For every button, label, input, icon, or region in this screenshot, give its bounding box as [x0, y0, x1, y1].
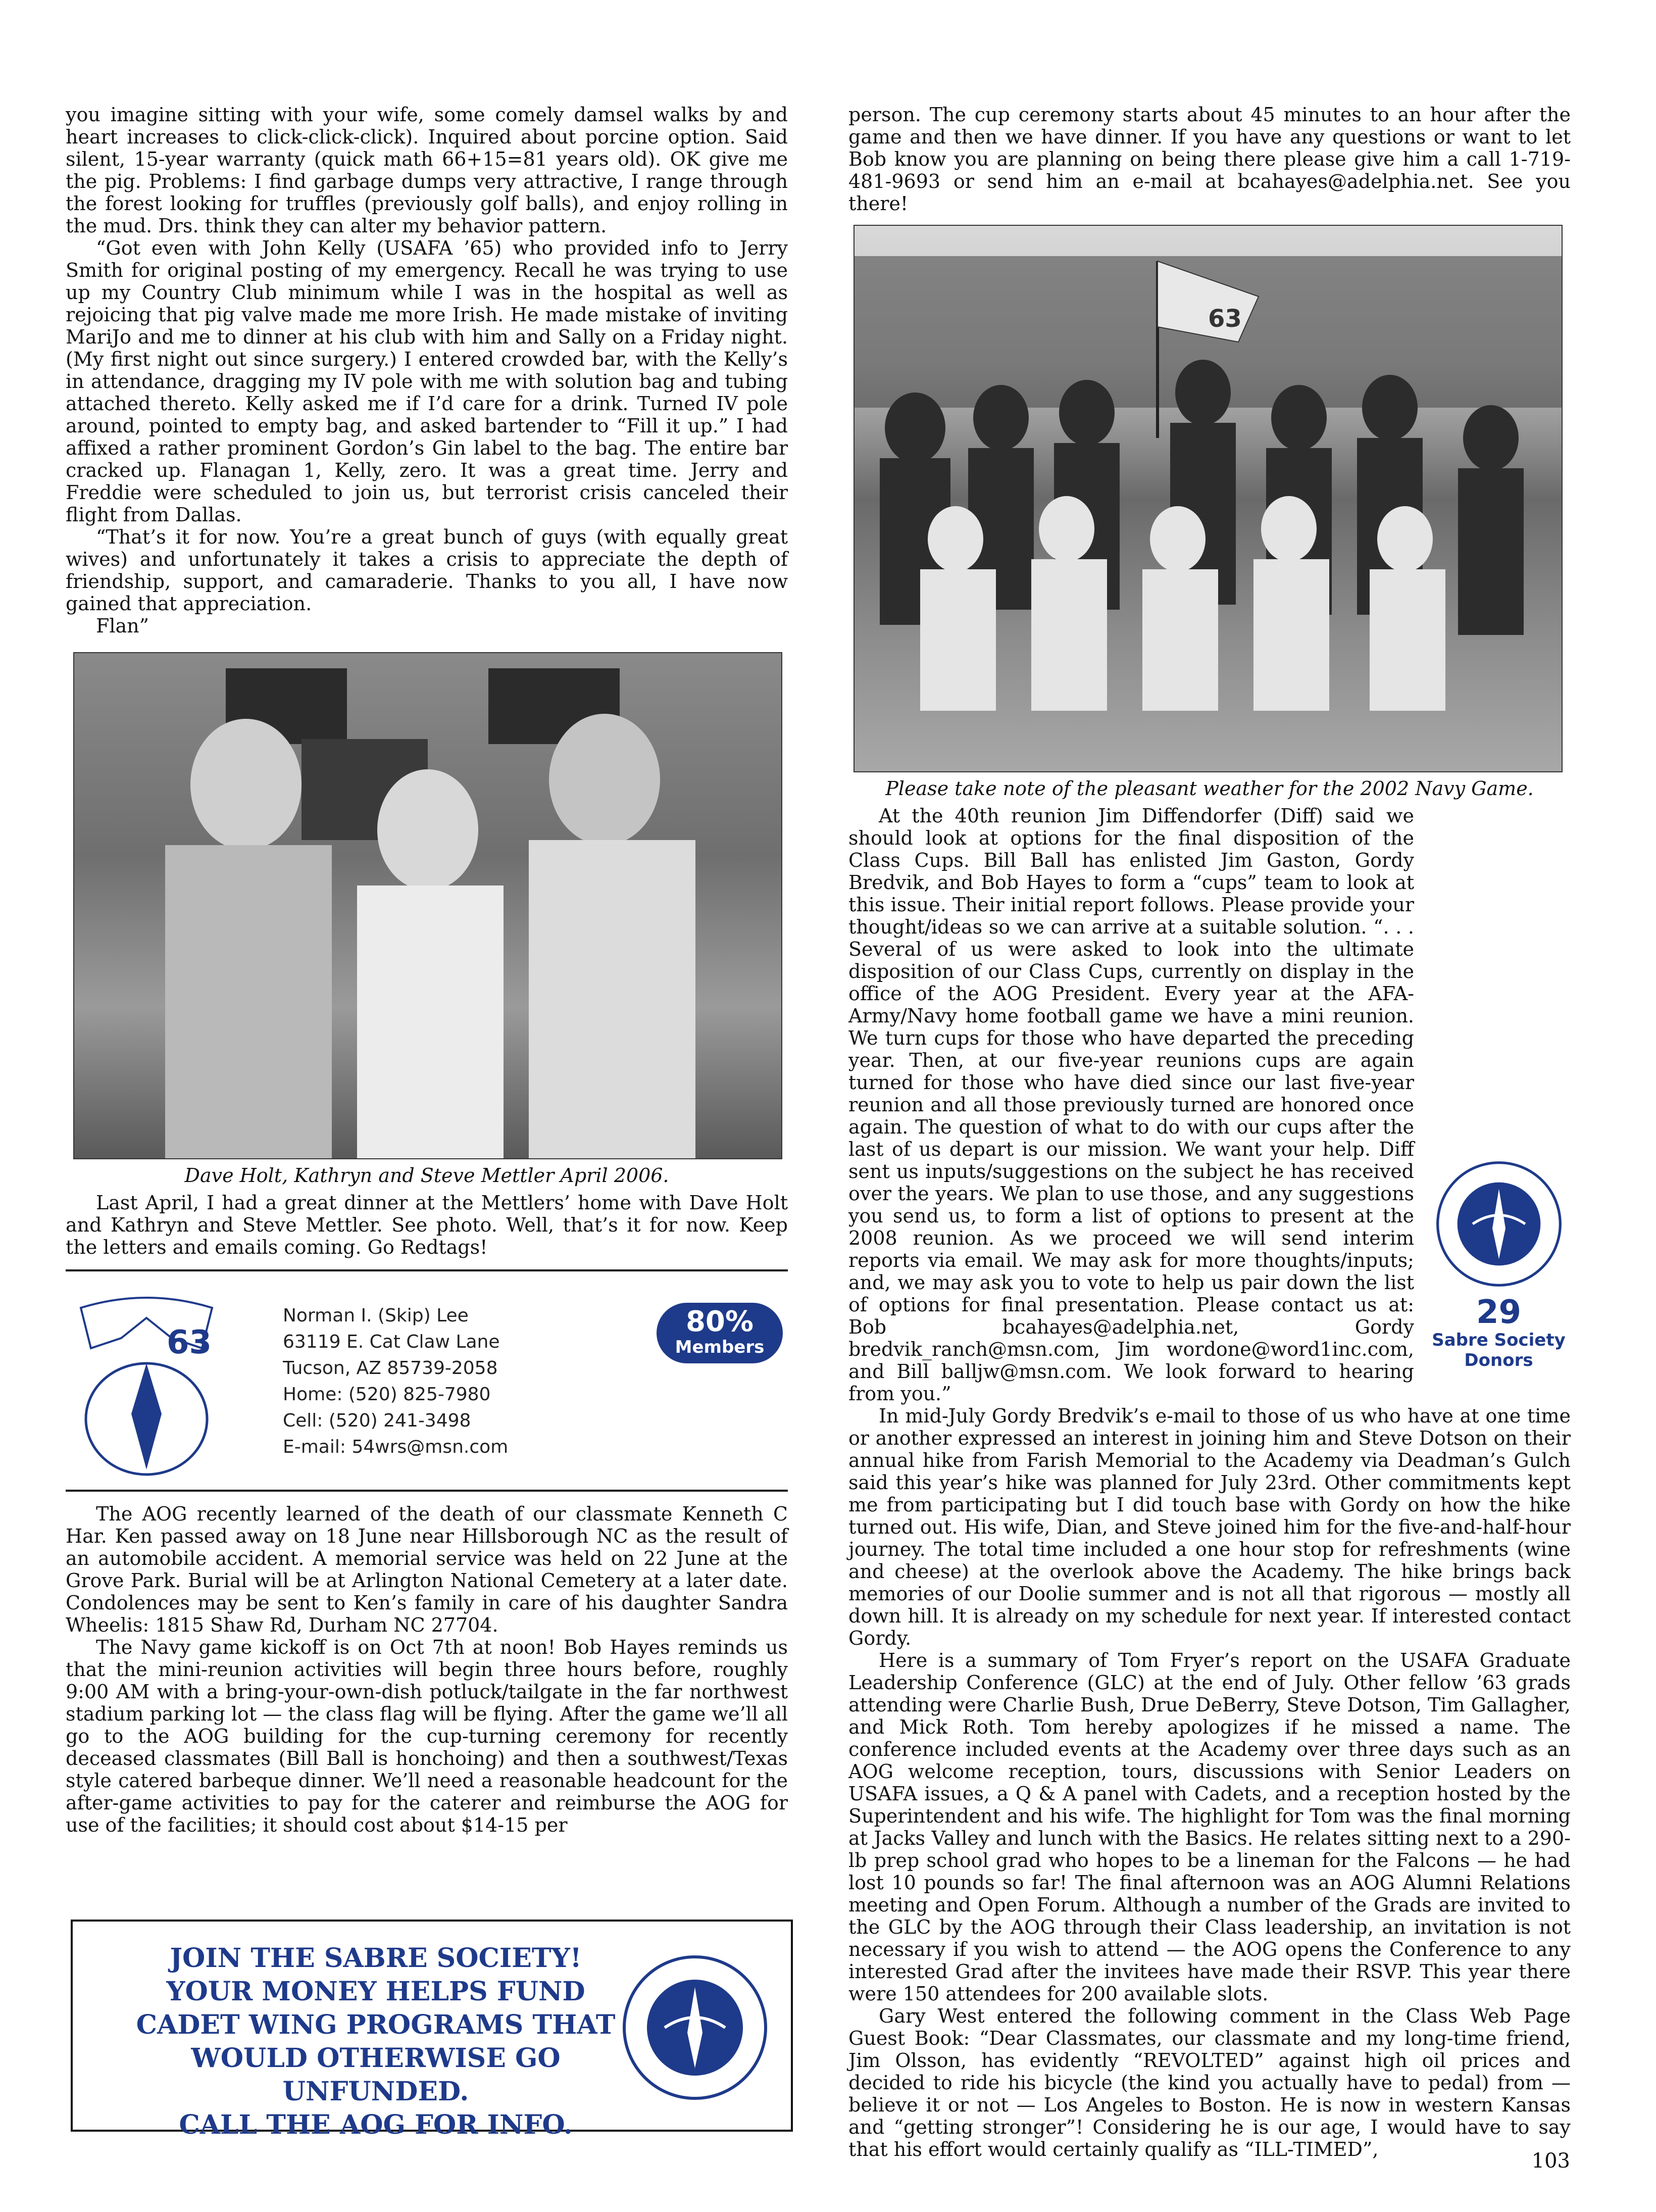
paragraph: Gary West entered the following comment in the Class Web Page Guest Book: “Dear Classmates, our classmate and my long-time friend, Jim Olsson, has evidently “REVOLTED” against high oil prices and decided to ride his bicycle (the kind you actually have to pedal) from — believe it or not — Los Angeles to Boston. He is now in western Kansas and “getting stronger”! Considering he is our age, I would have to say that his effort would certainly qualify as “ILL-TIMED”,: [848, 2005, 1571, 2160]
sabre-society-seal-icon: [1433, 1158, 1565, 1290]
sabre-society-promo: [71, 1920, 793, 2140]
class-contact-block: [66, 1283, 788, 1485]
crest-number: 63: [167, 1324, 212, 1361]
contact-name: Norman I. (Skip) Lee: [283, 1305, 469, 1326]
sabre-society-seal-icon: [619, 1952, 771, 2103]
photo-navy-game-group: [854, 225, 1563, 772]
paragraph: The Navy game kickoff is on Oct 7th at noon! Bob Hayes reminds us that the mini-reunion activities will begin three hours before, roughly 9:00 AM with a bring-your-own-dish potluck/tailgate in the far northwest stadium parking lot — the class flag will be flying. After the game we’ll all go to the AOG building for the cup-turning ceremony for recently deceased classmates (Bill Ball is honchoing) and then a southwest/Texas style catered barbeque dinner. We’ll need a reasonable headcount for the after-game activities to pay for the caterer and reimburse the AOG for use of the facilities; it should cost about $14-15 per: [66, 1636, 788, 1836]
contact-email[interactable]: E-mail: 54wrs@msn.com: [283, 1437, 509, 1457]
contact-home-phone: Home: (520) 825-7980: [283, 1384, 491, 1405]
divider: [66, 1490, 788, 1492]
membership-percent: 80%: [685, 1305, 754, 1338]
membership-label: Members: [675, 1337, 765, 1357]
left-column: [66, 104, 788, 1836]
class-crest-icon: [71, 1288, 222, 1480]
page-number: 103: [1531, 2149, 1570, 2173]
photo-holt-mettler: [73, 652, 782, 1159]
flag-number: 63: [1208, 305, 1242, 333]
sabre-donor-label-2: Donors: [1464, 1350, 1533, 1370]
promo-line: WOULD OTHERWISE GO UNFUNDED.: [191, 2043, 561, 2107]
photo-caption: Dave Holt, Kathryn and Steve Mettler April 2006.: [184, 1164, 669, 1187]
paragraph: “That’s it for now. You’re a great bunch of guys (with equally great wives) and unfortunately it takes a crisis to appreciate the depth of friendship, support, and camaraderie. Thanks to you all, I have now gained that appreciation.: [66, 526, 788, 615]
paragraph: In mid-July Gordy Bredvik’s e-mail to those of us who have at one time or another expressed an interest in joining him and Steve Dotson on their annual hike from Farish Memorial to the Academy via Deadman’s Gulch said this year’s hike was planned for July 23rd. Other commitments kept me from participating but I did touch base with Gordy on how the hike turned out. His wife, Dian, and Steve joined him for the five-and-half-hour journey. The total time included a one hour stop for refreshments (wine and cheese) at the overlook above the Academy. The hike brings back memories of our Doolie summer and is not all that rigorous — mostly all down hill. It is already on my schedule for next year. If interested contact Gordy.: [848, 1405, 1571, 1649]
paragraph: “Got even with John Kelly (USAFA ’65) who provided info to Jerry Smith for original posting of my emergency. Recall he was trying to use up my Country Club minimum while I was in the hospital as well as rejoicing that pig valve made me more Irish. He made mistake of inviting MariJo and me to dinner at his club with him and Sally on a Friday night. (My first night out since surgery.) I entered crowded bar, with the Kelly’s in attendance, dragging my IV pole with me with solution bag and tubing attached thereto. Kelly asked me if I’d care for a drink. Turned IV pole around, pointed to empty bag, and asked bartender to “Fill it up.” I had affixed a rather prominent Gordon’s Gin label to the bag. The entire bar cracked up. Flanagan 1, Kelly, zero. It was a great time. Jerry and Freddie were scheduled to join us, but terrorist crisis canceled their flight from Dallas.: [66, 237, 788, 526]
promo-line: JOIN THE SABRE SOCIETY!: [170, 1943, 582, 1974]
contact-city: Tucson, AZ 85739-2058: [283, 1358, 498, 1379]
contact-info: [283, 1303, 508, 1460]
sabre-donor-count: 29: [1476, 1294, 1522, 1331]
paragraph: person. The cup ceremony starts about 45 minutes to an hour after the game and then we have dinner. If you have any questions or want to let Bob know you are planning on being there please give him a call 1-719-481-9693 or send him an e-mail at bcahayes@adelphia.net. See you there!: [848, 104, 1571, 215]
sabre-donor-label: Sabre Society: [1432, 1330, 1566, 1350]
paragraph: Last April, I had a great dinner at the Mettlers’ home with Dave Holt and Kathryn and Steve Mettler. See photo. Well, that’s it for now. Keep the letters and emails coming. Go Redtags!: [66, 1192, 788, 1258]
paragraph: you imagine sitting with your wife, some comely damsel walks by and heart increases to click-click-click). Inquired about porcine option. Said silent, 15-year warranty (quick math 66+15=81 years old). OK give me the pig. Problems: I find garbage dumps very attractive, I range through the forest looking for truffles (previously golf balls), and enjoy rolling in the mud. Drs. think they can alter my behavior pattern.: [66, 104, 788, 237]
right-column: [848, 104, 1571, 2160]
promo-line: CALL THE AOG FOR INFO.: [179, 2109, 573, 2140]
paragraph: At the 40th reunion Jim Diffendorfer (Diff) said we should look at options for the final disposition of the Class Cups. Bill Ball has enlisted Jim Gaston, Gordy Bredvik, and Bob Hayes to form a “cups” team to look at this issue. Their initial report follows. Please provide your thought/ideas so we can arrive at a suitable solution. “. . . Several of us were asked to look into the ultimate disposition of our Class Cups, currently on display in the office of the AOG President. Every year at the AFA-Army/Navy home football game we have a mini reunion. We turn cups for those who have departed the preceding year. Then, at our five-year reunions cups are again turned for those who have died since our last five-year reunion and all those previously turned are honored once again. The question of what to do with our cups after the last of us depart is our mission. We want your help. Diff sent us inputs/suggestions on the subject he has received over the years. We plan to use those, and any suggestions you send us, to form a list of options to present at the 2008 reunion. As we proceed we will send interim reports via email. We may ask for more thoughts/inputs; and, we may ask you to vote to help us pair down the list of options for final presentation. Please contact us at: Bob bcahayes@adelphia.net, Gordy bredvik_ranch@msn.com, Jim wordone@word1inc.com, and Bill balljw@msn.com. We look forward to hearing from you.”: [848, 805, 1414, 1405]
promo-text: [103, 1942, 648, 2142]
contact-street: 63119 E. Cat Claw Lane: [283, 1332, 500, 1352]
promo-line: CADET WING PROGRAMS THAT: [136, 2009, 616, 2040]
photo-placeholder-graphic: [74, 653, 781, 1158]
left-text-top: [66, 104, 788, 637]
promo-line: YOUR MONEY HELPS FUND: [166, 1976, 585, 2007]
photo-caption: Please take note of the pleasant weather for the 2002 Navy Game.: [885, 777, 1534, 800]
divider: [66, 1269, 788, 1271]
membership-badge: [657, 1303, 783, 1363]
sabre-society-donors-box: [1427, 1158, 1571, 1375]
group-photo-graphic: [855, 226, 1562, 771]
contact-cell-phone: Cell: (520) 241-3498: [283, 1410, 471, 1431]
paragraph: The AOG recently learned of the death of our classmate Kenneth C Har. Ken passed away on 18 June near Hillsborough NC as the result of an automobile accident. A memorial service was held on 22 June at the Grove Park. Burial will be at Arlington National Cemetery at a later date. Condolences may be sent to Ken’s family in care of his daughter Sandra Wheelis: 1815 Shaw Rd, Durham NC 27704.: [66, 1503, 788, 1636]
cups-section: [848, 805, 1571, 2160]
paragraph: Flan”: [96, 615, 149, 637]
paragraph: Here is a summary of Tom Fryer’s report on the USAFA Graduate Leadership Conference (GLC) at the end of July. Other fellow ’63 grads attending were Charlie Bush, Drue DeBerry, Steve Dotson, Tim Gallagher, and Mick Roth. Tom hereby apologizes if he missed a name. The conference included events at the Academy over three days such as an AOG welcome reception, tours, discussions with Senior Leaders on USAFA issues, a Q & A panel with Cadets, and a reception hosted by the Superintendent and his wife. The highlight for Tom was the final morning at Jacks Valley and lunch with the Basics. He relates sitting next to a 290-lb prep school grad who hopes to be a lineman for the Falcons — he had lost 10 pounds so far! The final afternoon was an AOG Alumni Relations meeting and Open Forum. Although a number of the Grads are invited to the GLC by the AOG through their Class leadership, an invitation is not necessary if you wish to attend — the AOG opens the Conference to any interested Grad after the invitees have made their RSVP. This year there were 150 attendees for 200 available slots.: [848, 1649, 1571, 2005]
